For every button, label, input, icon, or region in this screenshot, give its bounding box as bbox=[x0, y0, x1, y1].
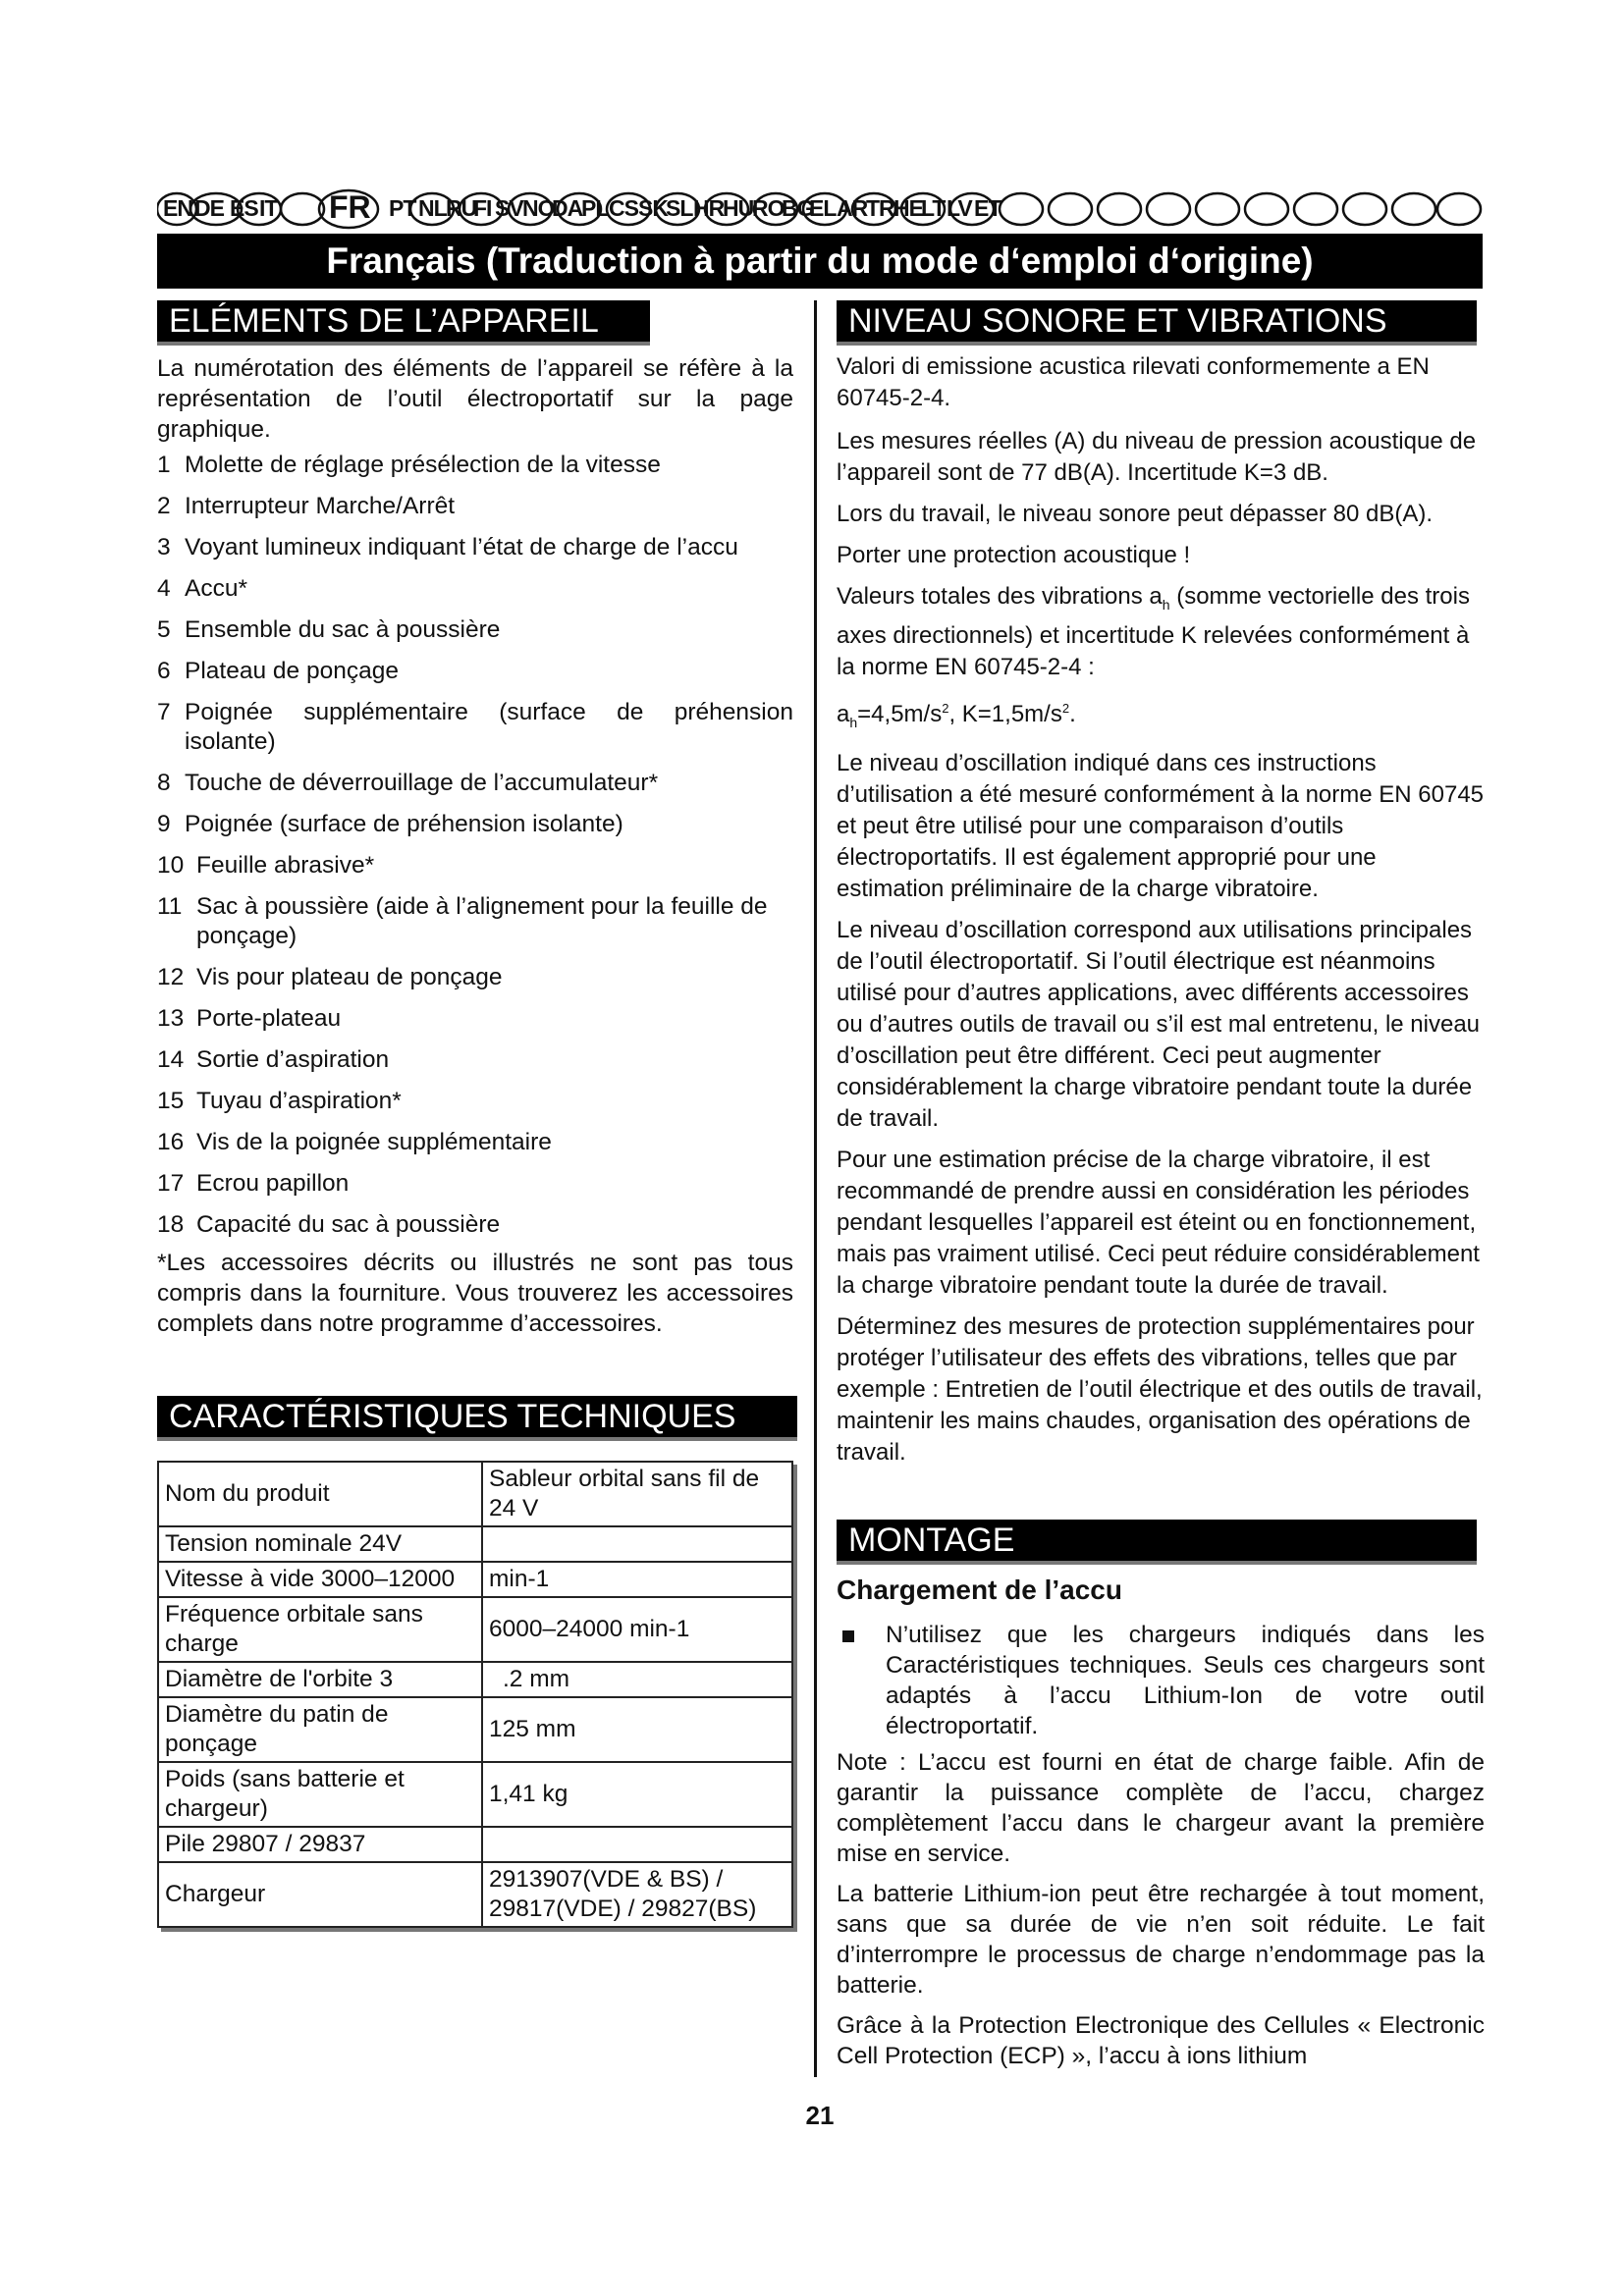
lang-tab-fr-active[interactable]: FR bbox=[329, 189, 371, 225]
list-item: 4 Accu* bbox=[157, 575, 248, 602]
list-item: 1 Molette de réglage présélection de la vitesse bbox=[157, 452, 661, 478]
montage-p2: La batterie Lithium-ion peut être rechargée à tout moment, sans que sa durée de vie n’en soit réduite. Le fait d’interrompre le processus de charge n’endommage pas la batterie. bbox=[837, 1880, 1485, 1999]
lang-tab-cs[interactable]: CS bbox=[609, 195, 638, 221]
list-item: 5 Ensemble du sac à poussière bbox=[157, 616, 501, 643]
table-row: Vitesse à vide 3000–12000 min-1 bbox=[158, 1562, 792, 1597]
noise-p7: Le niveau d’oscillation indiqué dans ces instructions d’utilisation a été mesuré conformément à la norme EN 60745 et peut être utilisé pour une comparaison d’outils électroportatifs. Il est également approprié pour une estimation préliminaire de la charge vibratoire. bbox=[837, 749, 1485, 902]
language-tab-strip bbox=[157, 187, 1483, 232]
lang-tab-hu[interactable]: HU bbox=[723, 195, 754, 221]
montage-p3: Grâce à la Protection Electronique des Cellules « Electronic Cell Protection (ECP) », l’accu à ions lithium bbox=[837, 2011, 1485, 2069]
noise-p2: Les mesures réelles (A) du niveau de pression acoustique de l’appareil sont de 77 dB(A). Incertitude K=3 dB. bbox=[837, 428, 1477, 486]
lang-tab-he[interactable]: HE bbox=[893, 195, 923, 221]
lang-tab-pt[interactable]: PT bbox=[389, 195, 416, 221]
elements-list bbox=[157, 451, 793, 1240]
lang-tab-ar[interactable]: AR bbox=[837, 195, 868, 221]
list-item: 14 Sortie d’aspiration bbox=[157, 1046, 390, 1073]
list-item: 9 Poignée (surface de préhension isolante) bbox=[157, 811, 623, 837]
table-row: Nom du produit Sableur orbital sans fil de 24 V bbox=[158, 1462, 792, 1526]
list-item: 13 Porte-plateau bbox=[157, 1005, 342, 1032]
table-row: Pile 29807 / 29837 bbox=[158, 1827, 792, 1862]
noise-vibration-values: $a_h=4,5m/s^2$, $K=1,5m/s^2$. bbox=[837, 700, 1076, 730]
bullet-square-icon bbox=[837, 1620, 886, 1741]
section-heading-noise: NIVEAU SONORE ET VIBRATIONS bbox=[837, 300, 1477, 346]
table-row: Diamètre du patin de ponçage 125 mm bbox=[158, 1697, 792, 1762]
page-title: Français (Traduction à partir du mode d‘emploi d‘origine) bbox=[157, 234, 1483, 289]
lang-tab-sk[interactable]: SK bbox=[638, 195, 668, 221]
list-item: 12 Vis pour plateau de ponçage bbox=[157, 964, 503, 990]
table-row: Poids (sans batterie et chargeur) 1,41 kg bbox=[158, 1762, 792, 1827]
table-row: Chargeur 2913907(VDE & BS) / 29817(VDE) / 29827(BS) bbox=[158, 1862, 792, 1927]
section-heading-elements: ELÉMENTS DE L’APPAREIL bbox=[157, 300, 650, 346]
lang-tab-el[interactable]: EL bbox=[809, 195, 837, 221]
specs-table bbox=[157, 1461, 793, 1928]
table-row: Fréquence orbitale sans charge 6000–24000 min-1 bbox=[158, 1597, 792, 1662]
lang-tab-de[interactable]: DE bbox=[194, 195, 224, 221]
lang-tab-it[interactable]: IT bbox=[259, 195, 278, 221]
list-item: 18 Capacité du sac à poussière bbox=[157, 1211, 501, 1238]
noise-p1: Valori di emissione acustica rilevati conformemente a EN 60745-2-4. bbox=[837, 353, 1430, 411]
elements-intro: La numérotation des éléments de l’appareil se réfère à la représentation de l’outil électroportatif sur la page graphique. bbox=[157, 355, 793, 443]
lang-tab-lt[interactable]: LT bbox=[921, 195, 946, 221]
lang-tab-lv[interactable]: LV bbox=[947, 195, 972, 221]
list-item: 16 Vis de la poignée supplémentaire bbox=[157, 1129, 552, 1155]
list-item: 15 Tuyau d’aspiration* bbox=[157, 1088, 402, 1114]
column-divider bbox=[814, 300, 817, 2077]
noise-p4: Porter une protection acoustique ! bbox=[837, 542, 1191, 568]
lang-tab-pl[interactable]: PL bbox=[581, 195, 609, 221]
right-column bbox=[837, 300, 1485, 2071]
list-item: 8 Touche de déverrouillage de l’accumulateur* bbox=[157, 770, 659, 796]
lang-tab-nl[interactable]: NL bbox=[418, 195, 447, 221]
lang-tab-da[interactable]: DA bbox=[552, 195, 583, 221]
noise-p10: Déterminez des mesures de protection supplémentaires pour protéger l’utilisateur des effets des vibrations, telles que par exemple : Entretien de l’outil électrique et des outils de travail, maintenir les mains chaudes, organisation des opérations de travail. bbox=[837, 1312, 1483, 1466]
noise-p8: Le niveau d’oscillation correspond aux utilisations principales de l’outil électroportatif. Si l’outil électrique est néanmoins utilisé pour d’autres applications, avec différents accessoires ou d’autres outils de travail ou s’il est mal entretenu, le niveau d’oscillation peut être différent. Ceci peut augmenter considérablement la charge vibratoire pendant toute la durée de travail. bbox=[837, 916, 1481, 1132]
lang-tab-et[interactable]: ET bbox=[974, 195, 1001, 221]
noise-p9: Pour une estimation précise de la charge vibratoire, il est recommandé de prendre aussi en considération les périodes pendant lesquelles l’appareil est éteint ou en fonctionnement, mais pas vraiment utilisé. Ceci peut réduire considérablement la charge vibratoire pendant toute la durée de travail. bbox=[837, 1146, 1480, 1299]
list-item: 17 Ecrou papillon bbox=[157, 1170, 350, 1197]
noise-p5: Valeurs totales des vibrations $a_h$ (somme vectorielle des trois axes directionnels) et incertitude K relevées conformément à la norme EN 60745-2-4 : bbox=[837, 583, 1470, 680]
list-item: 3 Voyant lumineux indiquant l’état de charge de l’accu bbox=[157, 534, 738, 561]
table-row: Diamètre de l'orbite 3 .2 mm bbox=[158, 1662, 792, 1697]
lang-tab-sv[interactable]: SV bbox=[495, 195, 523, 221]
list-item: 2 Interrupteur Marche/Arrêt bbox=[157, 493, 456, 519]
montage-subheading: Chargement de l’accu bbox=[837, 1574, 1122, 1605]
montage-note: Note : L’accu est fourni en état de charge faible. Afin de garantir la puissance complète de l’accu, chargez complètement l’accu dans le chargeur avant la première mise en service. bbox=[837, 1748, 1485, 1867]
lang-tab-hr[interactable]: HR bbox=[693, 195, 725, 221]
lang-tab-en[interactable]: EN bbox=[163, 195, 192, 221]
lang-tab-ru[interactable]: RU bbox=[446, 195, 477, 221]
accessories-footnote: *Les accessoires décrits ou illustrés ne sont pas tous compris dans la fourniture. Vous trouverez les accessoires complets dans notre programme d’accessoires. bbox=[157, 1250, 793, 1337]
list-item: 10 Feuille abrasive* bbox=[157, 852, 375, 879]
list-item: 7 Poignée supplémentaire (surface de préhension isolante) bbox=[157, 699, 793, 755]
list-item: 6 Plateau de ponçage bbox=[157, 658, 399, 684]
montage-bullet: N’utilisez que les chargeurs indiqués dans les Caractéristiques techniques. Seuls ces chargeurs sont adaptés à l’accu Lithium-Ion de votre outil électroportatif. bbox=[837, 1620, 1485, 1741]
page-number: 21 bbox=[805, 2101, 835, 2130]
table-row: Tension nominale 24V bbox=[158, 1526, 792, 1562]
lang-tab-no[interactable]: NO bbox=[522, 195, 555, 221]
left-column bbox=[157, 300, 793, 1928]
lang-tab-fi[interactable]: FI bbox=[473, 195, 492, 221]
lang-tab-ro[interactable]: RO bbox=[752, 195, 785, 221]
noise-p3: Lors du travail, le niveau sonore peut dépasser 80 dB(A). bbox=[837, 501, 1434, 527]
list-item: 11 Sac à poussière (aide à l’alignement pour la feuille de ponçage) bbox=[157, 893, 768, 949]
section-heading-specs: CARACTÉRISTIQUES TECHNIQUES bbox=[157, 1396, 797, 1441]
section-heading-montage: MONTAGE bbox=[837, 1520, 1477, 1565]
lang-tab-bg[interactable]: BG bbox=[782, 195, 814, 221]
lang-tab-tr[interactable]: TR bbox=[866, 195, 894, 221]
lang-tab-sl[interactable]: SL bbox=[666, 195, 693, 221]
lang-tab-es[interactable]: ES bbox=[230, 195, 258, 221]
